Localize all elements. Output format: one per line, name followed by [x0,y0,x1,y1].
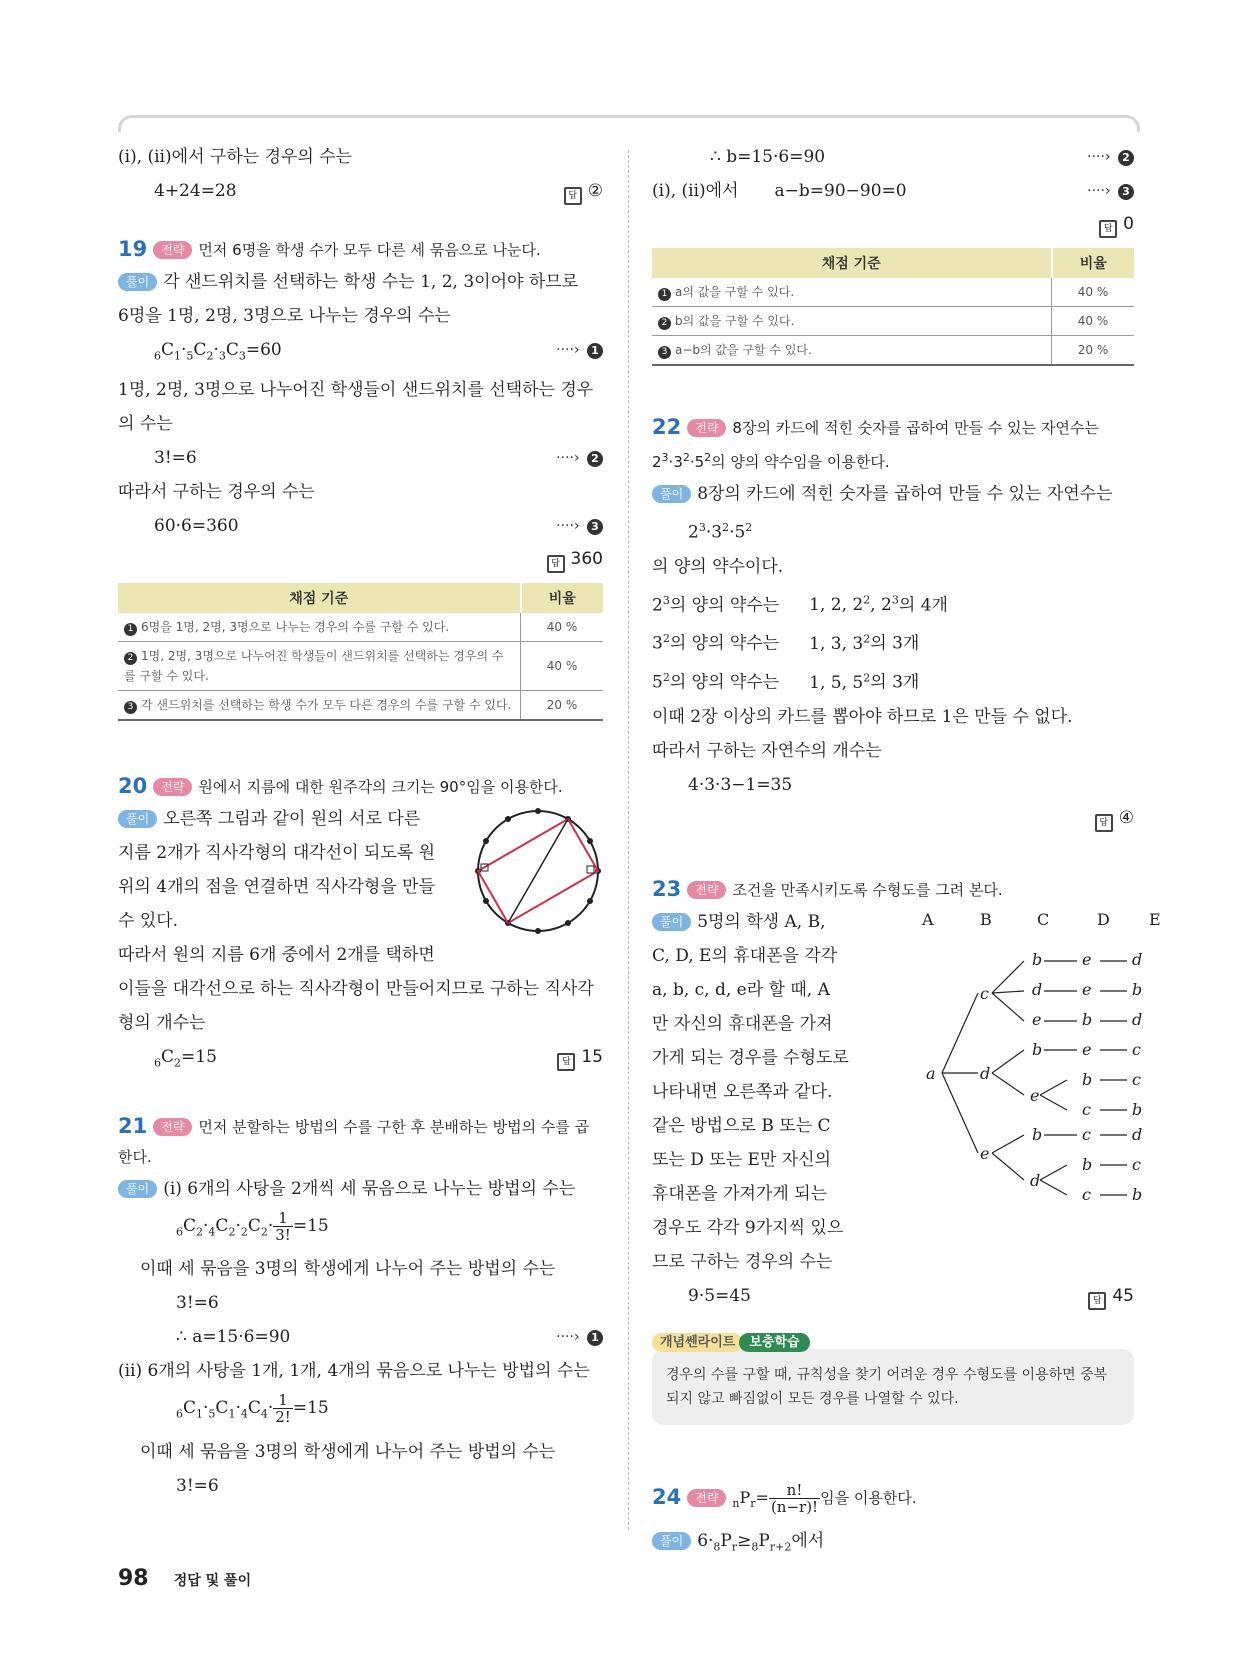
q23-header: 23 전략 조건을 만족시키도록 수형도를 그려 본다. [652,876,1003,901]
svg-text:e: e [1082,979,1092,999]
svg-text:e: e [1032,1009,1042,1029]
svg-text:b: b [1032,949,1043,969]
tree-header-a: A [922,909,934,929]
svg-text:b: b [1032,1039,1043,1059]
svg-text:b: b [1082,1069,1093,1089]
tree-header-d: D [1097,909,1110,929]
page-footer [118,1566,251,1591]
svg-text:d: d [1132,1124,1143,1144]
svg-text:b: b [1132,1184,1143,1204]
svg-text:d: d [1132,949,1143,969]
svg-text:e: e [1082,949,1092,969]
answer-22: 답 ④ [652,802,1134,834]
top-border [118,115,1140,132]
q22-header: 22 전략 8장의 카드에 적힌 숫자를 곱하여 만들 수 있는 자연수는 [652,415,1099,439]
svg-text:a: a [926,1063,936,1083]
step-marker-3: ····› 3 [556,509,603,543]
svg-text:c: c [1082,1124,1091,1144]
left-column: (ⅰ), (ⅱ)에서 구하는 경우의 수는 4+24=28 답 ② 19 전략 먼저 6명을 학생 수가 모두 다른 세 묶음으로 나눈다. 풀이 각 샌드위치를 선택하는 학생 수는 1, 2, 3이어야 하므로 6명을 1명, 2명, 3명으로 나누는 경우의 수는 $_6C_1\cdot_5C_2\cdot_3C_3=60$ ····› 1 1명, 2명, 3명으로 나누어진 학생들이 샌드위치를 선택하는 경우 의 수는 3!=6 ····› 2 따라서 구하는 경우의 수는 60·6=360 ····› 3 답 360 채점 기준 비율 1 6명을 1명, 2명, 3명으로 나누는 경우의 수를 구할 수 있다. 40 % 2 1명, 2명, 3명으로 나누어진 학생들이 샌드위치를 선택하는 경우의 수를 구할 수 있다. 40 % 3 각 샌드위치를 선택하는 학생 수가 모두 다른 경우의 수를 구할 수 있다. 20 % 20 전략 원에서 지름에 대한 원주각의 크기는 90°임을 이용한다. 풀이 오른쪽 그림과 같이 원의 서로 다른 지름 2개가 직사각형의 대각선이 되도록 원 위의 4개의 점을 연결하면 직사각형을 만들 수 있다. 따라서 원의 지름 6개 중에서 2개를 택하면 이들을 대각선으로 하는 직사각형이 만들어지므로 구하는 직사각 형의 개수는 $_6C_2=15$ 답 15 21 전략 먼저 분할하는 방법의 수를 구한 후 분배하는 방법의 수를 곱 한다. 풀이 (ⅰ) 6개의 사탕을 2개씩 세 묶음으로 나누는 방법의 수는 $_6C_2\cdot_4C_2\cdot_2C_2\cdot$ $\frac{1}{3!}$ =15 이때 세 묶음을 3명의 학생에게 나누어 주는 방법의 수는 3!=6 ∴ a=15·6=90 ····› 1 (ⅱ) 6개의 사탕을 1개, 1개, 4개의 묶음으로 나누는 방법의 수는 $_6C_1\cdot_5C_1\cdot_4C_4\cdot$ $\frac{1}{2!}$ =15 이때 세 묶음을 3명의 학생에게 나누어 주는 방법의 수는 3!=6 [118,140,603,1503]
q20-header: 20 전략 원에서 지름에 대한 원주각의 크기는 90°임을 이용한다. [118,774,563,799]
svg-text:b: b [1082,1154,1093,1174]
concept-tip-box: 개념쎈라이트 보충학습 경우의 수를 구할 때, 규칙성을 찾기 어려운 경우 수형도를 이용하면 중복되지 않고 빠짐없이 모든 경우를 나열할 수 있다. [652,1331,1134,1425]
svg-text:d: d [1032,979,1043,999]
page-number: 98 [118,1566,149,1591]
text-line: (ⅰ), (ⅱ)에서 구하는 경우의 수는 [118,147,353,167]
step-marker-1: ····› 1 [556,333,603,367]
svg-text:b: b [1132,1099,1143,1119]
solution-badge: 풀이 [118,273,157,291]
svg-text:c: c [1132,1039,1141,1059]
step-marker-3: ····› 3 [1087,174,1134,208]
step-marker-2: ····› 2 [556,441,603,475]
svg-text:b: b [1082,1009,1093,1029]
math-line: $_6C_1\cdot_5C_2\cdot_3C_3=60$ ····› 1 [118,333,603,373]
svg-text:e: e [1030,1085,1040,1105]
column-divider [628,150,629,1530]
svg-text:e: e [980,1143,990,1163]
svg-text:c: c [1132,1154,1141,1174]
tree-header-b: B [980,909,992,929]
svg-text:c: c [1082,1184,1091,1204]
answer-19: 답 360 [118,543,603,575]
answer-21: 답 0 [652,208,1134,240]
right-column: ∴ b=15·6=90 ····› 2 (ⅰ), (ⅱ)에서 a−b=90−90=0 ····› 3 답 0 채점 기준 비율 1 a의 값을 구할 수 있다. 40 % 2 b의 값을 구할 수 있다. 40 % 3 a−b의 값을 구할 수 있다. 20 % 22 전략 8장의 카드에 적힌 숫자를 곱하여 만들 수 있는 자연수는 $2^3\cdot 3^2\cdot 5^2$의 양의 약수임을 이용한다. 풀이 8장의 카드에 적힌 숫자를 곱하여 만들 수 있는 자연수는 $2^3\cdot 3^2\cdot 5^2$ 의 양의 약수이다. $2^3$의 양의 약수는 1, 2, $2^2$, $2^3$의 4개 $3^2$의 양의 약수는 1, 3, $3^2$의 3개 $5^2$의 양의 약수는 1, 5, $5^2$의 3개 이때 2장 이상의 카드를 뽑아야 하므로 1은 만들 수 없다. 따라서 구하는 자연수의 개수는 4·3·3−1=35 답 ④ 23 전략 조건을 만족시키도록 수형도를 그려 본다. A B C D E a c d e b e d d e b e b d b e c e b c c b b c d d b c c b 풀이 5명의 학생 A, B, C, D, E의 휴대폰을 각각 a, b, c, d, e라 할 때, A 만 자신의 휴대폰을 가져 가게 되는 경우를 수형도로 나타내면 오른쪽과 같다. 같은 방법으로 B 또는 C 또는 D 또는 E만 자신의 휴대폰을 가져가게 되는 경우도 각각 9가지씩 있으 므로 구하는 경우의 수는 9·5=45 답 45 개념쎈라이트 보충학습 경우의 수를 구할 때, 규칙성을 찾기 어려운 경우 수형도를 이용하면 중복되지 않고 빠짐없이 모든 경우를 나열할 수 있다. 24 전략 $_nP_r=$ $\frac{n!}{(n-r)!}$ 임을 이용한다. 풀이 $6\cdot_8P_r\ge_8P_{r+2}$에서 [652,140,1134,1564]
answer-20: 답 15 [557,1040,603,1074]
step-marker-1: ····› 1 [556,1320,603,1354]
svg-text:c: c [1132,1069,1141,1089]
tree-header-c: C [1037,909,1050,929]
svg-text:e: e [1082,1039,1092,1059]
scoring-table-21: 채점 기준 비율 1 a의 값을 구할 수 있다. 40 % 2 b의 값을 구할 수 있다. 40 % 3 a−b의 값을 구할 수 있다. 20 % [652,248,1134,366]
q21-header: 21 전략 먼저 분할하는 방법의 수를 구한 후 분배하는 방법의 수를 곱 [118,1113,590,1138]
svg-text:d: d [1132,1009,1143,1029]
math-line: 4+24=28 답 ② [118,174,603,208]
svg-text:b: b [1032,1124,1043,1144]
svg-text:d: d [1030,1170,1041,1190]
answer-23: 답 45 [1088,1279,1134,1313]
step-marker-2: ····› 2 [1087,140,1134,174]
answer-18: 답 ② [564,174,603,208]
svg-text:c: c [1082,1099,1091,1119]
answer-icon: 답 [564,187,582,205]
q19-header: 19 전략 먼저 6명을 학생 수가 모두 다른 세 묶음으로 나눈다. [118,237,541,261]
svg-text:c: c [980,983,989,1003]
footer-title: 정답 및 풀이 [173,1573,252,1589]
svg-text:b: b [1132,979,1143,999]
tree-header-e: E [1149,909,1161,929]
svg-text:d: d [980,1063,991,1083]
scoring-table-19: 채점 기준 비율 1 6명을 1명, 2명, 3명으로 나누는 경우의 수를 구할 수 있다. 40 % 2 1명, 2명, 3명으로 나누어진 학생들이 샌드위치를 선택하는 경우의 수를 구할 수 있다. 40 % 3 각 샌드위치를 선택하는 학생 수가 모두 다른 경우의 수를 구할 수 있다. 20 % [118,583,603,721]
q24-header: 24 전략 $_nP_r=$ $\frac{n!}{(n-r)!}$ 임을 이용한다. [652,1480,917,1516]
